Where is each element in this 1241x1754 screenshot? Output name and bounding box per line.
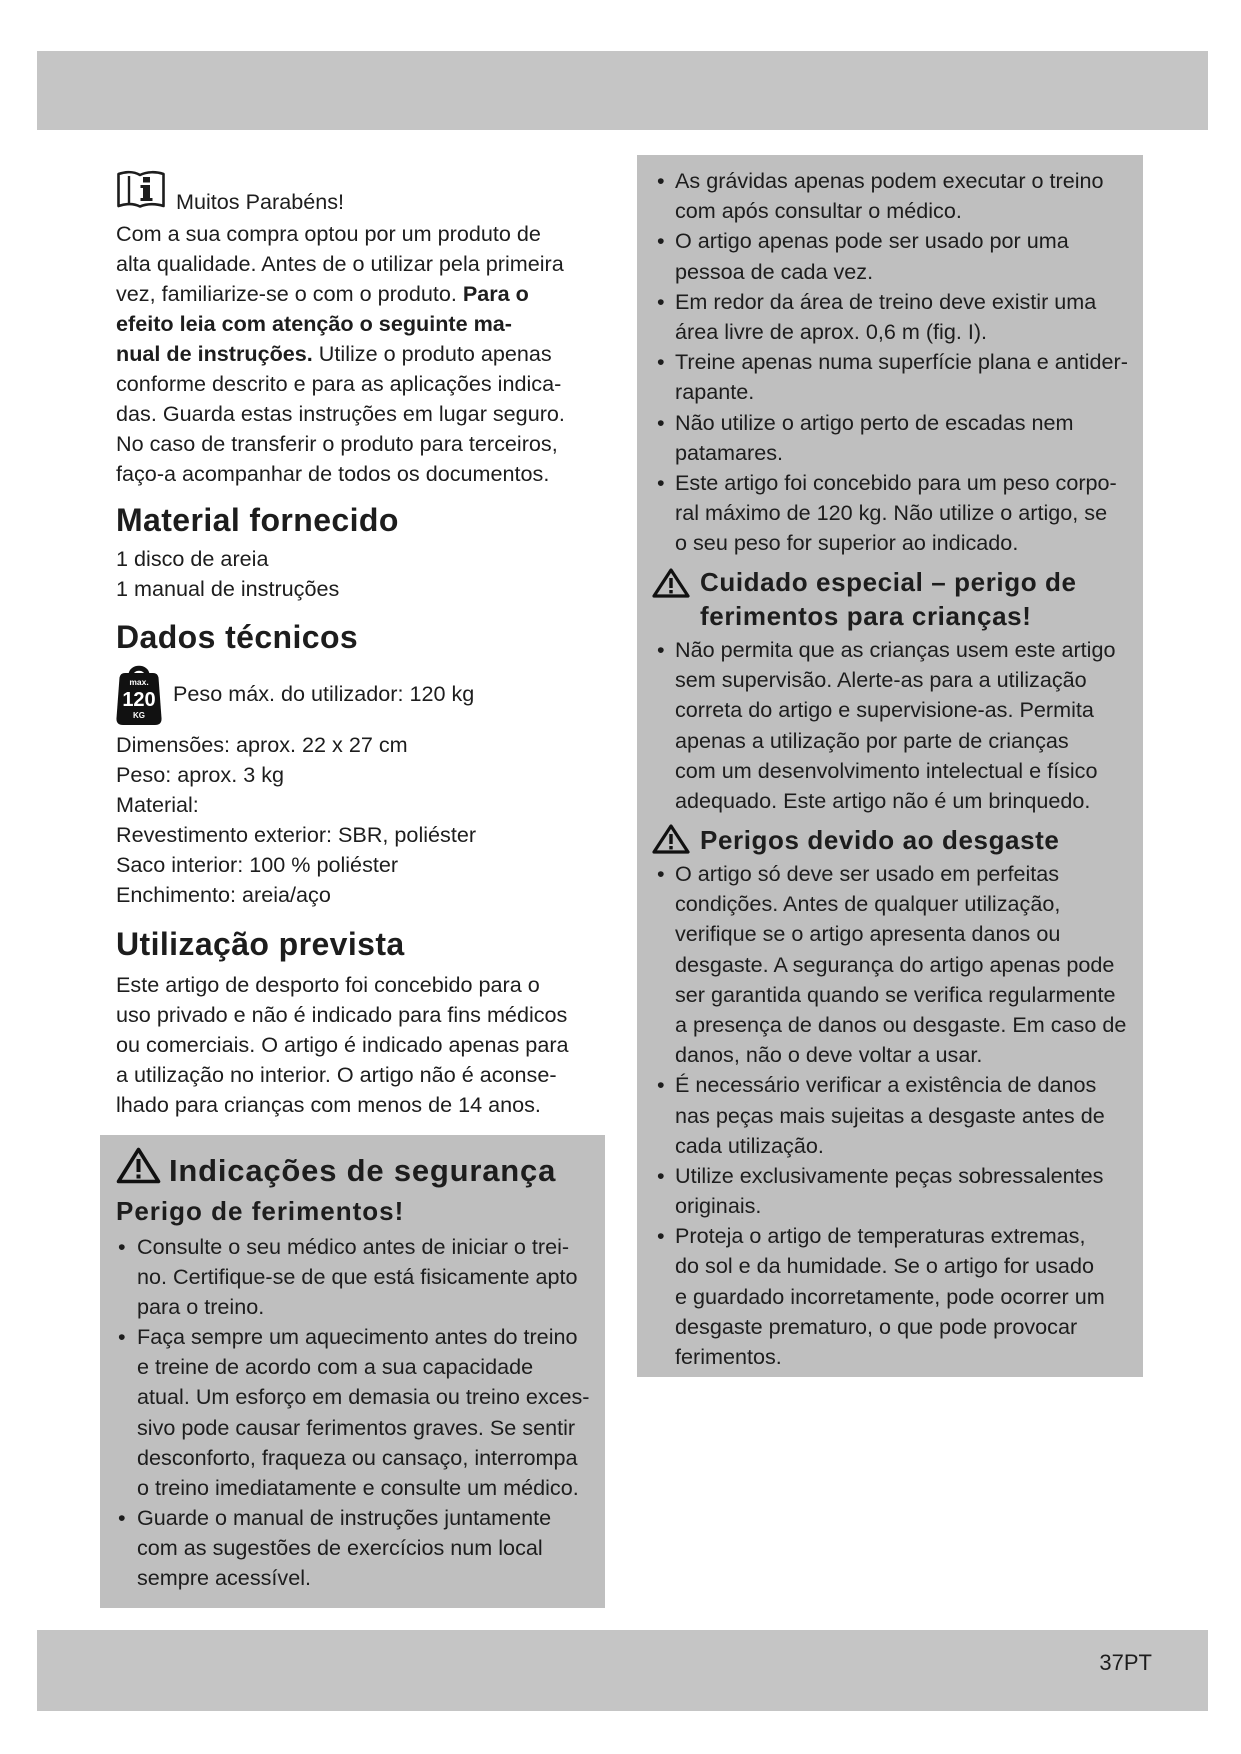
page-number: 37PT <box>1099 1650 1152 1675</box>
warning-triangle-graphic <box>652 824 690 854</box>
weight-icon-unit: KG <box>133 711 145 720</box>
bullet-item <box>657 226 1128 286</box>
bullet-line: • Guarde o manual de instruções juntamente <box>137 1503 589 1533</box>
info-manual-icon-graphic <box>116 169 166 209</box>
text-line: ferimentos para crianças! <box>700 601 1032 631</box>
bullet-line: • Em redor da área de treino deve existir uma <box>675 287 1128 317</box>
bullet-item <box>657 468 1128 559</box>
bullet-line: originais. <box>675 1193 762 1219</box>
bullet-line: • Consulte o seu médico antes de iniciar o trei- <box>137 1232 589 1262</box>
bullet-line: patamares. <box>675 439 784 465</box>
text-line: lhado para crianças com menos de 14 anos. <box>116 1092 541 1117</box>
header-bar <box>37 51 1208 130</box>
bullet-item <box>118 1322 589 1503</box>
bullet-line: para o treino. <box>137 1294 265 1320</box>
bullet-line: verifique se o artigo apresenta danos ou <box>675 921 1061 947</box>
bullet-line: do sol e da humidade. Se o artigo for usado <box>675 1253 1094 1279</box>
bullet-line: • As grávidas apenas podem executar o treino <box>675 166 1128 196</box>
bullet-line: a presença de danos ou desgaste. Em caso de <box>675 1011 1127 1037</box>
bullet-line: desgaste. A segurança do artigo apenas pode <box>675 951 1115 977</box>
bullet-line: sem supervisão. Alerte-as para a utilização <box>675 667 1087 693</box>
warning-icon <box>652 824 690 854</box>
text-line: Peso: aprox. 3 kg <box>116 762 285 787</box>
text-line: das. Guarda estas instruções em lugar seguro. <box>116 401 565 426</box>
children-warning-bullet-list <box>657 635 1116 816</box>
bullet-line: sivo pode causar ferimentos graves. Se sentir <box>137 1414 576 1440</box>
warning-triangle-graphic <box>652 568 690 598</box>
text-line: a utilização no interior. O artigo não é aconse- <box>116 1062 557 1087</box>
bullet-line: danos, não o deve voltar a usar. <box>675 1042 983 1068</box>
text-line: Este artigo de desporto foi concebido para o <box>116 972 540 997</box>
max-weight-icon-graphic <box>116 663 162 725</box>
text-line: Com a sua compra optou por um produto de <box>116 221 541 246</box>
bullet-item <box>657 1070 1126 1161</box>
bullet-line: e treine de acordo com a sua capacidade <box>137 1354 534 1380</box>
bullet-line: ferimentos. <box>675 1344 782 1369</box>
bullet-line: com um desenvolvimento intelectual e físico <box>675 757 1098 783</box>
bullet-line: e guardado incorretamente, pode ocorrer um <box>675 1283 1105 1309</box>
weight-icon-value: 120 <box>122 689 156 711</box>
text-line <box>116 309 565 339</box>
bullet-line: • Proteja o artigo de temperaturas extremas, <box>675 1221 1126 1251</box>
text-line: Cuidado especial – perigo de <box>700 567 1077 597</box>
bullet-line: ser garantida quando se verifica regularmente <box>675 981 1116 1007</box>
bullet-line: • O artigo só deve ser usado em perfeitas <box>675 859 1126 889</box>
text-line: faço-a acompanhar de todos os documentos. <box>116 461 550 486</box>
bullet-item <box>657 1221 1126 1372</box>
text-line: 1 disco de areia <box>116 546 269 571</box>
bullet-line: sempre acessível. <box>137 1565 312 1591</box>
text-span: vez, familiarize-se o com o produto. <box>116 281 463 306</box>
bullet-line: pessoa de cada vez. <box>675 258 874 284</box>
bullet-item <box>657 287 1128 347</box>
footer-bar <box>37 1630 1208 1711</box>
warning-icon <box>652 568 690 598</box>
bullet-item <box>657 1161 1126 1221</box>
bold-text: nual de instruções. <box>116 341 313 366</box>
bullet-item <box>118 1232 589 1322</box>
safety-box-continued <box>637 155 1143 1377</box>
bullet-line: • Não utilize o artigo perto de escadas nem <box>675 408 1128 438</box>
bullet-item <box>657 347 1128 407</box>
bullet-line: cada utilização. <box>675 1132 824 1158</box>
bullet-line: • Não permita que as crianças usem este artigo <box>675 635 1116 665</box>
section-heading-material: Material fornecido <box>116 502 399 538</box>
text-line: 1 manual de instruções <box>116 576 340 601</box>
bullet-line: desgaste prematuro, o que pode provocar <box>675 1313 1078 1339</box>
bold-text: efeito leia com atenção o seguinte ma- <box>116 311 512 336</box>
bullet-line: • É necessário verificar a existência de danos <box>675 1070 1126 1100</box>
intro-paragraph <box>116 219 565 489</box>
safety-bullet-list <box>118 1232 589 1593</box>
max-user-weight: Peso máx. do utilizador: 120 kg <box>173 681 475 706</box>
text-line: No caso de transferir o produto para terceiros, <box>116 431 558 456</box>
safety-subheading: Perigo de ferimentos! <box>116 1196 405 1226</box>
text-line <box>116 279 565 309</box>
bullet-line: • Este artigo foi concebido para um peso corpo- <box>675 468 1128 498</box>
bullet-line: com as sugestões de exercícios num local <box>137 1534 543 1560</box>
wear-warning-bullet-list <box>657 859 1126 1372</box>
section-heading-intended-use: Utilização prevista <box>116 926 405 962</box>
greeting: Muitos Parabéns! <box>176 189 345 214</box>
safety-continued-bullet-list <box>657 166 1128 558</box>
bullet-line: rapante. <box>675 379 755 405</box>
wear-warning-heading: Perigos devido ao desgaste <box>700 825 1060 855</box>
technical-specs <box>116 730 476 910</box>
bullet-line: o seu peso for superior ao indicado. <box>675 530 1019 556</box>
children-warning-heading <box>700 565 1077 633</box>
intended-use-paragraph <box>116 970 569 1120</box>
bullet-item <box>118 1503 589 1593</box>
bold-text: Para o <box>462 281 529 306</box>
warning-icon <box>116 1147 161 1184</box>
text-line: uso privado e não é indicado para fins médicos <box>116 1002 568 1027</box>
bullet-item <box>657 166 1128 226</box>
bullet-line: área livre de aprox. 0,6 m (fig. I). <box>675 318 988 344</box>
bullet-item <box>657 408 1128 468</box>
text-line: Revestimento exterior: SBR, poliéster <box>116 822 477 847</box>
text-line: Saco interior: 100 % poliéster <box>116 852 399 877</box>
bullet-line: desconforto, fraqueza ou cansaço, interrompa <box>137 1444 578 1470</box>
bullet-line: no. Certifique-se de que está fisicamente apto <box>137 1264 578 1290</box>
material-list <box>116 544 339 604</box>
text-line: ou comerciais. O artigo é indicado apenas para <box>116 1032 569 1057</box>
bullet-item <box>657 635 1116 816</box>
bullet-line: condições. Antes de qualquer utilização, <box>675 891 1061 917</box>
safety-box <box>100 1135 605 1608</box>
text-span: Utilize o produto apenas <box>312 341 552 366</box>
bullet-item <box>657 859 1126 1070</box>
safety-heading: Indicações de segurança <box>169 1153 557 1188</box>
bullet-line: apenas a utilização por parte de crianças <box>675 727 1069 753</box>
bullet-line: atual. Um esforço em demasia ou treino exces- <box>137 1384 590 1410</box>
bullet-line: nas peças mais sujeitas a desgaste antes de <box>675 1102 1105 1128</box>
bullet-line: • O artigo apenas pode ser usado por uma <box>675 226 1128 256</box>
weight-icon-max-label: max. <box>129 677 149 687</box>
text-line: conforme descrito e para as aplicações indica- <box>116 371 562 396</box>
bullet-line: • Faça sempre um aquecimento antes do treino <box>137 1322 589 1352</box>
bullet-line: ral máximo de 120 kg. Não utilize o artigo, se <box>675 500 1108 526</box>
text-line: Dimensões: aprox. 22 x 27 cm <box>116 732 408 757</box>
bullet-line: o treino imediatamente e consulte um médico. <box>137 1474 579 1500</box>
section-heading-technical: Dados técnicos <box>116 619 359 655</box>
text-line: Material: <box>116 792 199 817</box>
bullet-line: correta do artigo e supervisione-as. Permita <box>675 697 1094 723</box>
bullet-line: • Utilize exclusivamente peças sobressalentes <box>675 1161 1126 1191</box>
bullet-line: com após consultar o médico. <box>675 198 962 224</box>
text-line: Enchimento: areia/aço <box>116 882 331 907</box>
bullet-line: adequado. Este artigo não é um brinquedo. <box>675 787 1091 813</box>
warning-triangle-graphic <box>116 1147 161 1184</box>
text-line: alta qualidade. Antes de o utilizar pela primeira <box>116 251 564 276</box>
info-manual-icon <box>116 169 166 209</box>
text-line <box>116 339 565 369</box>
max-weight-icon <box>116 663 162 725</box>
bullet-line: • Treine apenas numa superfície plana e antider- <box>675 347 1128 377</box>
